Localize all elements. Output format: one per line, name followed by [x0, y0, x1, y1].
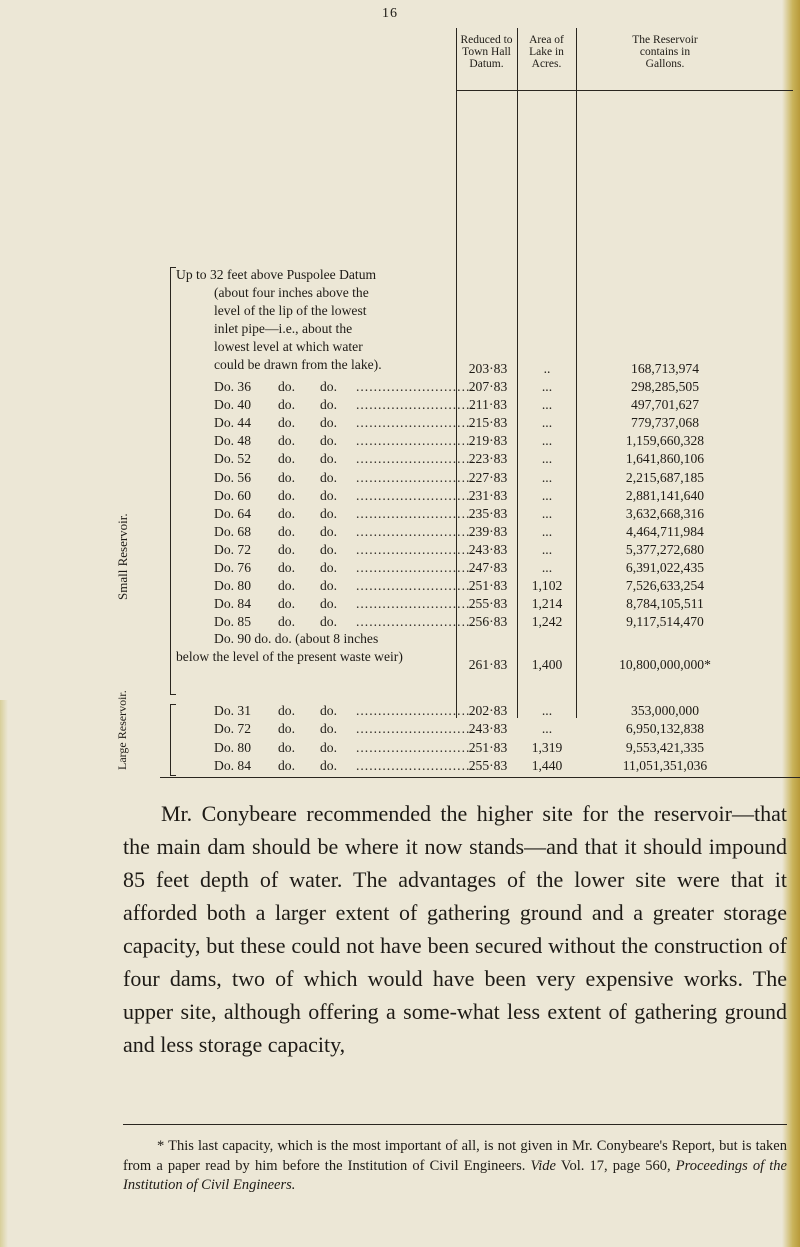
- table-row: [0, 432, 800, 450]
- gallons-value: 5,377,272,680: [625, 541, 705, 557]
- intro-line: level of the lip of the lowest: [214, 303, 367, 318]
- area-value: ...: [541, 505, 553, 521]
- header-rule: [456, 90, 793, 91]
- row-ditto: do.: [320, 505, 337, 521]
- table-row: [0, 450, 800, 468]
- row-ditto: do.: [278, 757, 295, 773]
- reduced-value: 231·83: [468, 487, 508, 503]
- footnote: [123, 1137, 787, 1196]
- reduced-value: 243·83: [468, 541, 508, 557]
- gallons-value: 6,391,022,435: [625, 560, 705, 575]
- row-ditto: do.: [278, 487, 295, 503]
- table-row: [0, 613, 800, 631]
- row-label: Do. 85: [214, 614, 252, 630]
- leader-dots: ...........................: [356, 757, 475, 773]
- reduced-value: 215·83: [468, 415, 508, 431]
- reduced-value: 251·83: [468, 578, 508, 594]
- row-ditto: do.: [278, 721, 295, 737]
- reduced-value: 247·83: [468, 560, 508, 575]
- reduced-value: 239·83: [468, 523, 508, 539]
- table-row: [0, 559, 800, 577]
- footnote-rule: [123, 1124, 787, 1125]
- leader-dots: ...........................: [356, 596, 475, 612]
- row-ditto: do.: [320, 739, 337, 755]
- area-value: 1,440: [531, 757, 563, 773]
- reduced-value: 219·83: [468, 433, 508, 449]
- reduced-value: 227·83: [468, 469, 508, 485]
- leader-dots: ...........................: [356, 541, 475, 557]
- large-reservoir-label: Large Reservoir.: [115, 690, 129, 770]
- row-ditto: do.: [320, 397, 337, 413]
- row-ditto: do.: [278, 578, 295, 594]
- area-value: 1,102: [531, 578, 563, 594]
- leader-dots: ...........................: [356, 379, 475, 394]
- row-ditto: do.: [320, 541, 337, 557]
- gallons-value: 2,215,687,185: [625, 469, 705, 485]
- leader-dots: ...........................: [356, 739, 475, 755]
- paragraph-text: Mr. Conybeare recommended the higher site for the reservoir—that the main dam should be where it now stands—and that it should impound 85 feet depth of water. The advantages of the lower site were that it afforded both a larger extent of gathering ground and a greater storage capacity, but these could not have been secured without the construction of four dams, two of which would have been very expensive works. The upper site, although offering a some-what less extent of gathering ground and less storage capacity,: [123, 801, 787, 1057]
- row-ditto: do.: [278, 703, 295, 718]
- reduced-value: 255·83: [468, 596, 508, 612]
- leader-dots: ...........................: [356, 415, 475, 431]
- reduced-value: 255·83: [468, 757, 508, 773]
- reduced-value: 223·83: [468, 451, 508, 467]
- row-ditto: do.: [320, 560, 337, 575]
- row-ditto: do.: [278, 469, 295, 485]
- reduced-value: 207·83: [468, 379, 508, 394]
- row-label: Do. 80: [214, 739, 252, 755]
- leader-dots: ...........................: [356, 560, 475, 575]
- gallons-value: 9,553,421,335: [625, 739, 705, 755]
- table-row: [0, 487, 800, 505]
- row-ditto: do.: [320, 469, 337, 485]
- footnote-source: Proceedings of the Institution of Civil Engineers.: [123, 1157, 787, 1193]
- table-row: [0, 469, 800, 487]
- leader-dots: ...........................: [356, 469, 475, 485]
- page-edge-left: [0, 700, 8, 1247]
- leader-dots: ...........................: [356, 397, 475, 413]
- leader-dots: ...........................: [356, 614, 475, 630]
- table-bottom-rule: [160, 777, 800, 778]
- intro-line: (about four inches above the: [214, 285, 369, 300]
- area-value: 1,214: [531, 596, 563, 612]
- row-ditto: do.: [320, 487, 337, 503]
- area-value: 1,319: [531, 739, 563, 755]
- row-ditto: do.: [278, 523, 295, 539]
- row-label: Do. 31: [214, 703, 252, 718]
- row-ditto: do.: [278, 596, 295, 612]
- leader-dots: ...........................: [356, 721, 475, 737]
- leader-dots: ...........................: [356, 578, 475, 594]
- gallons-value: 353,000,000: [631, 703, 699, 718]
- leader-dots: ...........................: [356, 487, 475, 503]
- header-area: Area of Lake in Acres.: [529, 34, 564, 70]
- row-ditto: do.: [278, 451, 295, 467]
- row-ditto: do.: [278, 397, 295, 413]
- gallons-value: 8,784,105,511: [626, 596, 704, 612]
- row-ditto: do.: [278, 379, 295, 394]
- area-value: ...: [541, 469, 553, 485]
- table-row: [0, 396, 800, 414]
- header-reduced: Reduced to Town Hall Datum.: [460, 34, 513, 70]
- row-label: Do. 44: [214, 415, 252, 431]
- row-ditto: do.: [320, 721, 337, 737]
- gallons-value: 7,526,633,254: [625, 578, 705, 594]
- row-label: Do. 72: [214, 721, 252, 737]
- gallons-value: 497,701,627: [631, 397, 699, 413]
- row-ditto: do.: [278, 415, 295, 431]
- header-contains: The Reservoir contains in Gallons.: [632, 34, 698, 70]
- gallons-value: 9,117,514,470: [626, 614, 704, 630]
- row-ditto: do.: [278, 614, 295, 630]
- reduced-value: 211·83: [468, 397, 507, 413]
- gallons-value: 11,051,351,036: [622, 757, 708, 773]
- leader-dots: ...........................: [356, 433, 475, 449]
- row-label: Do. 64: [214, 505, 252, 521]
- body-paragraph: [123, 797, 787, 1061]
- row-ditto: do.: [278, 433, 295, 449]
- table-row: [0, 739, 800, 757]
- table-row: 261·83 1,400 10,800,000,000*: [468, 657, 711, 672]
- footnote-vide: Vide: [530, 1157, 556, 1174]
- table-row: [0, 577, 800, 595]
- row-ditto: do.: [320, 596, 337, 612]
- small-reservoir-label: Small Reservoir.: [115, 513, 130, 600]
- gallons-value: 4,464,711,984: [626, 523, 704, 539]
- reduced-value: 235·83: [468, 505, 508, 521]
- intro-line: could be drawn from the lake).: [214, 357, 382, 372]
- row-ditto: do.: [320, 433, 337, 449]
- large-reservoir-brace-visible: [170, 704, 171, 776]
- table-row: [0, 541, 800, 559]
- row-ditto: do.: [278, 541, 295, 557]
- area-value: ...: [541, 703, 553, 718]
- row-ditto: do.: [320, 415, 337, 431]
- row-label: Do. 48: [214, 433, 252, 449]
- area-value: ...: [541, 379, 553, 394]
- reduced-value: 256·83: [468, 614, 508, 630]
- row-ditto: do.: [320, 757, 337, 773]
- leader-dots: ...........................: [356, 451, 475, 467]
- footnote-text: * This last capacity, which is the most important of all, is not given in Mr. Conybeare's Report, but is taken from a paper read by him before the Institution of Civil Engineers.: [123, 1138, 787, 1174]
- row-label: Do. 72: [214, 541, 252, 557]
- row-ditto: do.: [320, 703, 337, 718]
- gallons-value: 298,285,505: [631, 379, 699, 394]
- row-label: Do. 84: [214, 596, 252, 612]
- table-row: [0, 414, 800, 432]
- row-label: Do. 40: [214, 397, 252, 413]
- row-ditto: do.: [320, 379, 337, 394]
- table-row: [0, 702, 800, 720]
- row-ditto: do.: [278, 560, 295, 575]
- intro-line: lowest level at which water: [214, 339, 363, 354]
- table-row: [0, 505, 800, 523]
- area-value: ...: [541, 560, 553, 575]
- last-row-line: below the level of the present waste weir): [176, 649, 403, 664]
- row-label: Do. 68: [214, 523, 252, 539]
- row-label: Do. 84: [214, 757, 252, 773]
- leader-dots: ...........................: [356, 523, 475, 539]
- area-value: ...: [541, 433, 553, 449]
- leader-dots: ...........................: [356, 505, 475, 521]
- intro-line: inlet pipe—i.e., about the: [214, 321, 353, 336]
- gallons-value: 1,641,860,106: [625, 451, 705, 467]
- area-value: 1,242: [531, 614, 563, 630]
- gallons-value: 779,737,068: [631, 415, 699, 431]
- gallons-value: 6,950,132,838: [625, 721, 705, 737]
- area-value: ...: [541, 487, 553, 503]
- area-value: ...: [541, 451, 553, 467]
- table-row: [0, 378, 800, 396]
- row-label: Do. 76: [214, 560, 252, 575]
- row-ditto: do.: [320, 451, 337, 467]
- row-label: Do. 60: [214, 487, 252, 503]
- last-row-line: Do. 90 do. do. (about 8 inches: [214, 631, 379, 646]
- table-row: [0, 523, 800, 541]
- area-value: ...: [541, 541, 553, 557]
- area-value: ...: [541, 415, 553, 431]
- row-label: Do. 36: [214, 379, 252, 394]
- row-label: Do. 80: [214, 578, 252, 594]
- area-value: ...: [541, 397, 553, 413]
- row-ditto: do.: [320, 523, 337, 539]
- area-value: ...: [541, 721, 553, 737]
- row-ditto: do.: [278, 505, 295, 521]
- table-row: 203·83 .. 168,713,974: [468, 361, 699, 376]
- table-row: [0, 595, 800, 613]
- row-label: Do. 52: [214, 451, 252, 467]
- intro-line: Up to 32 feet above Puspolee Datum: [176, 267, 377, 282]
- reduced-value: 251·83: [468, 739, 508, 755]
- row-ditto: do.: [278, 739, 295, 755]
- row-label: Do. 56: [214, 469, 252, 485]
- page-number: 16: [382, 6, 398, 21]
- gallons-value: 3,632,668,316: [625, 505, 705, 521]
- table-row: [0, 720, 800, 738]
- gallons-value: 2,881,141,640: [625, 487, 705, 503]
- table-row: [0, 757, 800, 775]
- area-value: ...: [541, 523, 553, 539]
- gallons-value: 1,159,660,328: [625, 433, 705, 449]
- row-ditto: do.: [320, 614, 337, 630]
- leader-dots: ...........................: [356, 703, 475, 718]
- reduced-value: 243·83: [468, 721, 508, 737]
- footnote-ref: Vol. 17, page 560,: [560, 1157, 671, 1174]
- reduced-value: 202·83: [468, 703, 508, 718]
- row-ditto: do.: [320, 578, 337, 594]
